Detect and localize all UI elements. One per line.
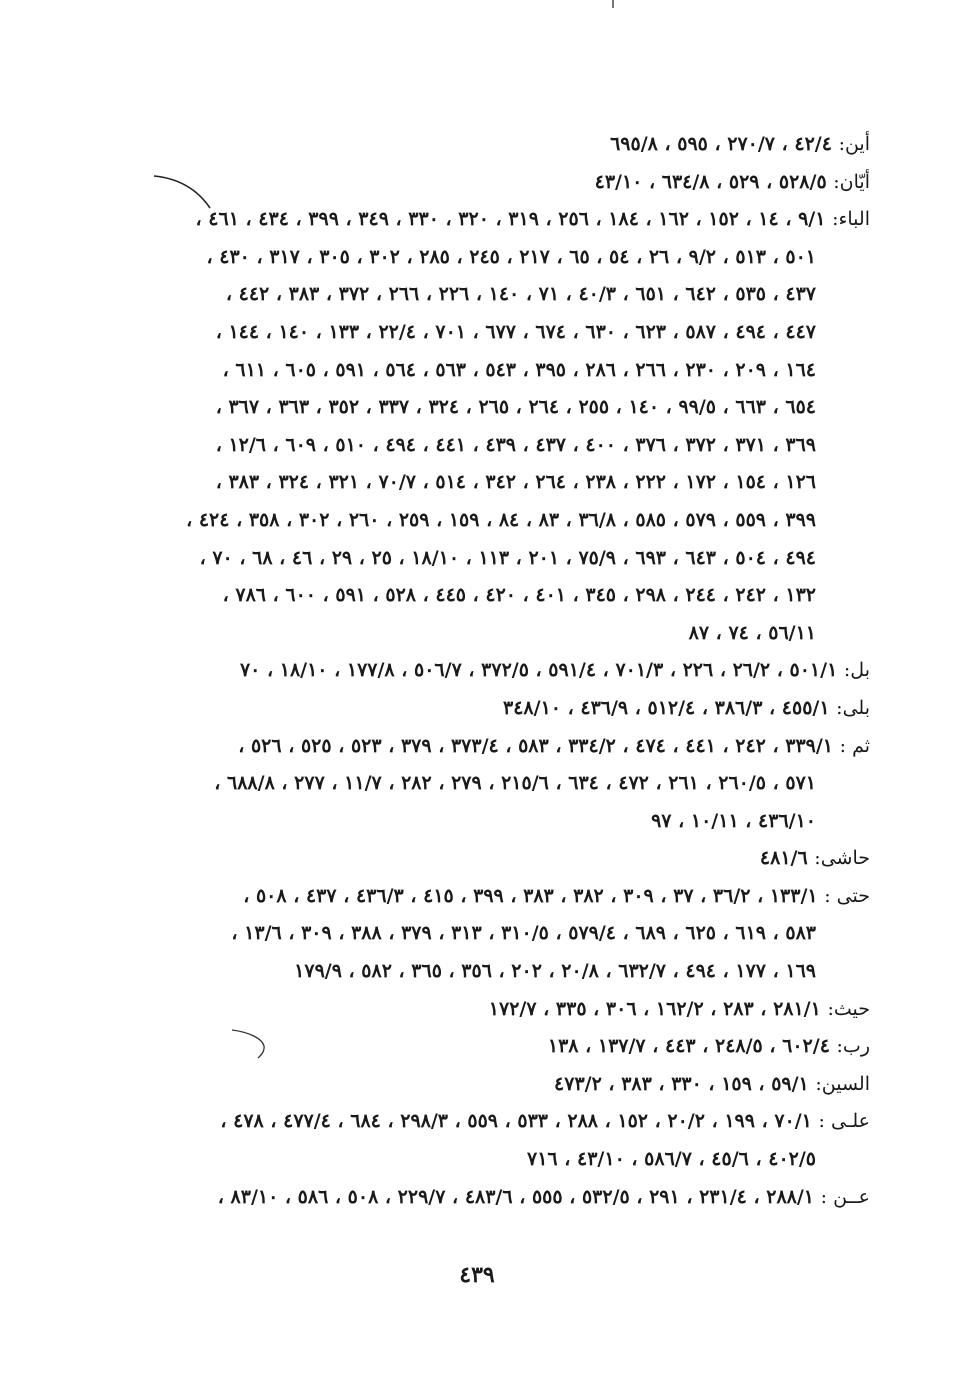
entry-references: ٥٧١ ، ٢٦٠/٥ ، ٢٦١ ، ٤٧٢ ، ٦٣٤ ، ٢١٥/٦ ، ٢٧٩ ، ٢٨٢ ، ١١/٧ ، ٢٧٧ ، ٦٨٨/٨ ، — [214, 772, 816, 795]
entry-references: ٦٠٢/٤ ، ٢٤٨/٥ ، ٤٤٣ ، ١٣٧/٧ ، ١٣٨ — [547, 1035, 837, 1058]
entry-references: ٤٤٧ ، ٤٩٤ ، ٥٨٧ ، ٦٢٣ ، ٦٣٠ ، ٦٧٤ ، ٦٧٧ ، ٧٠١ ، ٢٢/٤ ، ١٣٣ ، ١٤٠ ، ١٤٤ ، — [215, 320, 816, 343]
entry-references: ١٦٩ ، ١٧٧ ، ٤٩٤ ، ٦٣٢/٧ ، ٢٠/٨ ، ٢٠٢ ، ٣٥٦ ، ٣٦٥ ، ٥٨٢ ، ١٧٩/٩ — [294, 960, 816, 983]
scan-mark — [612, 0, 614, 8]
entry-line — [110, 652, 870, 690]
entry-term: السين: — [815, 1072, 870, 1095]
index-entry — [110, 1066, 870, 1104]
entry-term: حاشى: — [814, 847, 870, 870]
entry-line — [110, 878, 870, 916]
entry-line — [110, 540, 870, 578]
entry-references: ٥٠١ ، ٥١٣ ، ٩/٢ ، ٢٦ ، ٥٤ ، ٦٥ ، ٢١٧ ، ٢٤٥ ، ٢٨٥ ، ٣٠٢ ، ٣٠٥ ، ٣١٧ ، ٤٣٠ ، — [206, 245, 816, 268]
entry-references: ١٦٤ ، ٢٠٩ ، ٢٣٠ ، ٢٦٦ ، ٢٨٦ ، ٣٩٥ ، ٥٤٣ ، ٥٦٣ ، ٥٦٤ ، ٥٩١ ، ٦٠٥ ، ٦١١ ، — [222, 358, 816, 381]
entry-references: ٥٢٨/٥ ، ٥٢٩ ، ٦٣٤/٨ ، ٤٣/١٠ — [594, 170, 834, 193]
entry-term: حتى : — [824, 884, 870, 907]
entry-line — [110, 991, 870, 1029]
entry-references: ٥٠١/١ ، ٢٦/٢ ، ٢٢٦ ، ٧٠١/٣ ، ٥٩١/٤ ، ٣٧٢/٥ ، ٥٠٦/٧ ، ١٧٧/٨ ، ١٨/١٠ ، ٧٠ — [239, 659, 844, 682]
entry-line — [110, 389, 870, 427]
index-entry — [110, 652, 870, 690]
entry-references: ٤٩٤ ، ٥٠٤ ، ٦٤٣ ، ٦٩٣ ، ٧٥/٩ ، ٢٠١ ، ١١٣ ، ١٨/١٠ ، ٢٥ ، ٢٩ ، ٤٦ ، ٦٨ ، ٧٠ ، — [199, 546, 816, 569]
index-entry — [110, 991, 870, 1029]
entry-references: ٣٣٩/١ ، ٢٤٢ ، ٤٤١ ، ٤٧٤ ، ٣٣٤/٢ ، ٥٨٣ ، ٣٧٣/٤ ، ٣٧٩ ، ٥٢٣ ، ٥٢٥ ، ٥٢٦ ، — [238, 734, 840, 757]
entry-line — [110, 840, 870, 878]
entry-term: حيث: — [827, 997, 870, 1020]
entry-term: بلى: — [836, 696, 870, 719]
entry-line — [110, 314, 870, 352]
entry-line — [110, 615, 870, 653]
entry-line — [110, 1066, 870, 1104]
entry-line — [110, 577, 870, 615]
entry-line — [110, 1179, 870, 1217]
index-entry — [110, 1028, 870, 1066]
entry-references: ١٢٦ ، ١٥٤ ، ١٧٢ ، ٢٢٢ ، ٢٣٨ ، ٢٦٤ ، ٣٤٢ ، ٥١٤ ، ٧٠/٧ ، ٣٢١ ، ٣٢٤ ، ٣٨٣ ، — [215, 471, 816, 494]
entry-references: ٤٣٦/١٠ ، ١٠/١١ ، ٩٧ — [651, 809, 816, 832]
entry-line — [110, 164, 870, 202]
entry-references: ٤٥٥/١ ، ٣٨٦/٣ ، ٥١٢/٤ ، ٤٣٦/٩ ، ٣٤٨/١٠ — [503, 696, 837, 719]
entry-term: عــن : — [820, 1185, 870, 1208]
index-entry — [110, 1179, 870, 1217]
index-entry — [110, 690, 870, 728]
entry-references: ٢٨١/١ ، ٢٨٣ ، ١٦٢/٢ ، ٣٠٦ ، ٣٣٥ ، ١٧٢/٧ — [488, 997, 828, 1020]
entry-references: ٤٠٢/٥ ، ٤٥/٦ ، ٥٨٦/٧ ، ٤٣/١٠ ، ٧١٦ — [527, 1148, 816, 1171]
entry-line — [110, 126, 870, 164]
entry-references: ٧٠/١ ، ١٩٩ ، ٢٠/٢ ، ١٥٢ ، ٢٨٨ ، ٥٣٣ ، ٥٥٩ ، ٢٩٨/٣ ، ٦٨٤ ، ٤٧٧/٤ ، ٤٧٨ ، — [220, 1110, 819, 1133]
entry-references: ٣٦٩ ، ٣٧١ ، ٣٧٢ ، ٣٧٦ ، ٤٠٠ ، ٤٣٧ ، ٤٣٩ ، ٤٤١ ، ٤٩٤ ، ٥١٠ ، ٦٠٩ ، ١٢/٦ ، — [215, 433, 816, 456]
entry-line — [110, 464, 870, 502]
index-entry — [110, 126, 870, 164]
entry-line — [110, 276, 870, 314]
entry-line — [110, 352, 870, 390]
page-number: ٤٣٩ — [459, 1262, 495, 1288]
entry-term: الباء: — [832, 208, 870, 231]
entry-term: ثم : — [839, 734, 870, 757]
entry-line — [110, 728, 870, 766]
index-entry — [110, 201, 870, 652]
entry-references: ٩/١ ، ١٤ ، ١٥٢ ، ١٦٢ ، ١٨٤ ، ٢٥٦ ، ٣١٩ ، ٣٢٠ ، ٣٣٠ ، ٣٤٩ ، ٣٩٩ ، ٤٣٤ ، ٤٦١ ، — [195, 208, 833, 231]
entry-line — [110, 1103, 870, 1141]
entry-line — [110, 239, 870, 277]
entry-term: أين: — [838, 133, 870, 155]
entry-term: بل: — [843, 659, 870, 682]
entry-line — [110, 915, 870, 953]
entry-references: ١٣٣/١ ، ٣٦/٢ ، ٣٧ ، ٣٠٩ ، ٣٨٢ ، ٣٨٣ ، ٣٩٩ ، ٤١٥ ، ٤٣٦/٣ ، ٤٣٧ ، ٥٠٨ ، — [243, 884, 825, 907]
entry-term: رب: — [836, 1035, 870, 1058]
index-entry — [110, 164, 870, 202]
entry-line — [110, 690, 870, 728]
index-entry — [110, 840, 870, 878]
entry-term: أيّان: — [833, 170, 870, 193]
entry-references: ٥٩/١ ، ١٥٩ ، ٣٣٠ ، ٣٨٣ ، ٤٧٣/٢ — [554, 1072, 816, 1095]
entry-line — [110, 502, 870, 540]
entry-line — [110, 1141, 870, 1179]
index-entry — [110, 728, 870, 841]
entry-references: ٤٨١/٦ — [759, 847, 815, 870]
entry-references: ٢٨٨/١ ، ٢٣١/٤ ، ٢٩١ ، ٥٣٢/٥ ، ٥٥٥ ، ٤٨٣/٦ ، ٢٢٩/٧ ، ٥٠٨ ، ٥٨٦ ، ٨٣/١٠ ، — [217, 1185, 821, 1208]
index-entries — [110, 126, 870, 1216]
entry-line — [110, 953, 870, 991]
entry-term: علـى : — [818, 1110, 870, 1133]
index-entry — [110, 1103, 870, 1178]
entry-line — [110, 201, 870, 239]
entry-line — [110, 1028, 870, 1066]
entry-line — [110, 427, 870, 465]
entry-line — [110, 803, 870, 841]
entry-references: ١٣٢ ، ٢٤٢ ، ٢٤٤ ، ٢٩٨ ، ٣٤٥ ، ٤٠١ ، ٤٢٠ ، ٤٤٥ ، ٥٢٨ ، ٥٩١ ، ٦٠٠ ، ٧٨٦ ، — [222, 584, 816, 607]
entry-references: ٥٦/١١ ، ٧٤ ، ٨٧ — [688, 621, 816, 644]
entry-references: ٣٩٩ ، ٥٥٩ ، ٥٧٩ ، ٥٨٥ ، ٣٦/٨ ، ٨٣ ، ٨٤ ، ١٥٩ ، ٢٥٩ ، ٢٦٠ ، ٣٠٢ ، ٣٥٨ ، ٤٢٤ ، — [186, 508, 816, 531]
entry-references: ٤٢/٤ ، ٢٧٠/٧ ، ٥٩٥ ، ٦٩٥/٨ — [610, 133, 839, 155]
entry-references: ٤٣٧ ، ٥٣٥ ، ٦٤٢ ، ٦٥١ ، ٤٠/٣ ، ٧١ ، ١٤٠ ، ٢٢٦ ، ٢٦٦ ، ٣٧٢ ، ٣٨٣ ، ٤٤٢ ، — [225, 283, 816, 306]
entry-references: ٦٥٤ ، ٦٦٣ ، ٩٩/٥ ، ١٤٠ ، ٢٥٥ ، ٢٦٤ ، ٢٦٥ ، ٣٢٤ ، ٣٣٧ ، ٣٥٢ ، ٣٦٣ ، ٣٦٧ ، — [215, 396, 816, 419]
entry-line — [110, 765, 870, 803]
entry-references: ٥٨٣ ، ٦١٩ ، ٦٢٥ ، ٦٨٩ ، ٥٧٩/٤ ، ٣١٠/٥ ، ٣١٣ ، ٣٧٩ ، ٣٨٨ ، ٣٠٩ ، ١٣/٦ ، — [231, 922, 816, 945]
index-entry — [110, 878, 870, 991]
